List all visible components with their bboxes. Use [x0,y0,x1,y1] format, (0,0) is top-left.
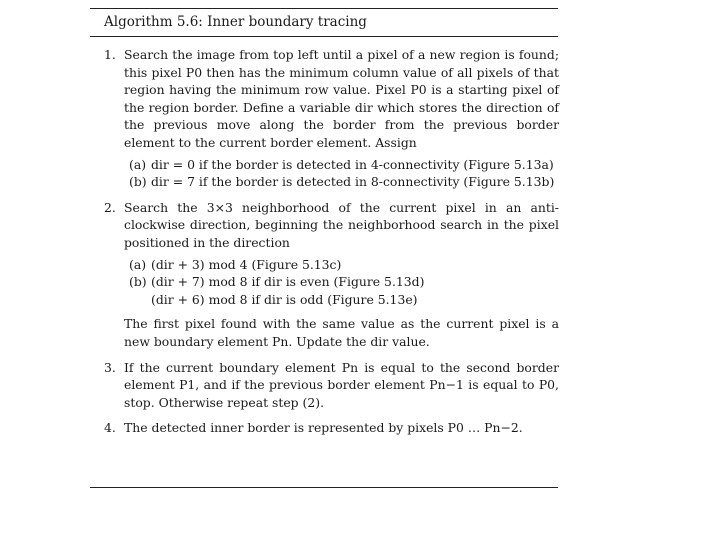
step-number: 3. [104,359,116,375]
algorithm-body [104,46,559,445]
step-3 [104,359,559,412]
subitem-text-continued: (dir + 6) mod 8 if dir is odd (Figure 5.13e) [151,291,418,307]
subitem-label: (b) [129,274,147,290]
bottom-rule [90,487,558,488]
subitem-text: dir = 7 if the border is detected in 8-connectivity (Figure 5.13b) [151,174,555,190]
step-4 [104,419,559,437]
step-text: The detected inner border is represented by pixels P0 … Pn−2. [124,420,523,436]
step-number: 4. [104,420,116,436]
step-number: 1. [104,47,116,62]
title-rule [90,36,558,37]
step-subitems [129,156,559,191]
subitem-label: (b) [129,174,147,190]
subitem [129,156,559,174]
top-rule [90,8,558,9]
subitem [129,173,559,191]
subitem-text: (dir + 7) mod 8 if dir is even (Figure 5.13d) [151,274,425,290]
step-text: If the current boundary element Pn is equal to the second border element P1, and if the previous border element Pn−1 is equal to P0, stop. Otherwise repeat step (2). [124,359,559,410]
subitem-text: dir = 0 if the border is detected in 4-connectivity (Figure 5.13a) [151,156,554,172]
subitem [129,256,559,274]
algorithm-title: Algorithm 5.6: Inner boundary tracing [104,14,367,30]
step-2 [104,199,559,351]
step-followup-text: The first pixel found with the same value as the current pixel is a new boundary element Pn. Update the dir value. [124,316,559,349]
step-1 [104,46,559,191]
step-text: Search the image from top left until a pixel of a new region is found; this pixel P0 then has the minimum column value of all pixels of that region having the minimum row value. Pixel P0 is a starting pixel of the region border. Define a variable dir which stores the direction of the previous move along the border from the previous border element to the current border element. Assign [124,47,559,150]
step-subitems [129,256,559,309]
step-text: Search the 3×3 neighborhood of the current pixel in an anti-clockwise direction, beginning the neighborhood search in the pixel positioned in the direction [124,199,559,250]
subitem-label: (a) [129,156,147,172]
subitem-label: (a) [129,256,147,272]
subitem [129,273,559,308]
subitem-text: (dir + 3) mod 4 (Figure 5.13c) [151,256,342,272]
step-number: 2. [104,199,116,215]
